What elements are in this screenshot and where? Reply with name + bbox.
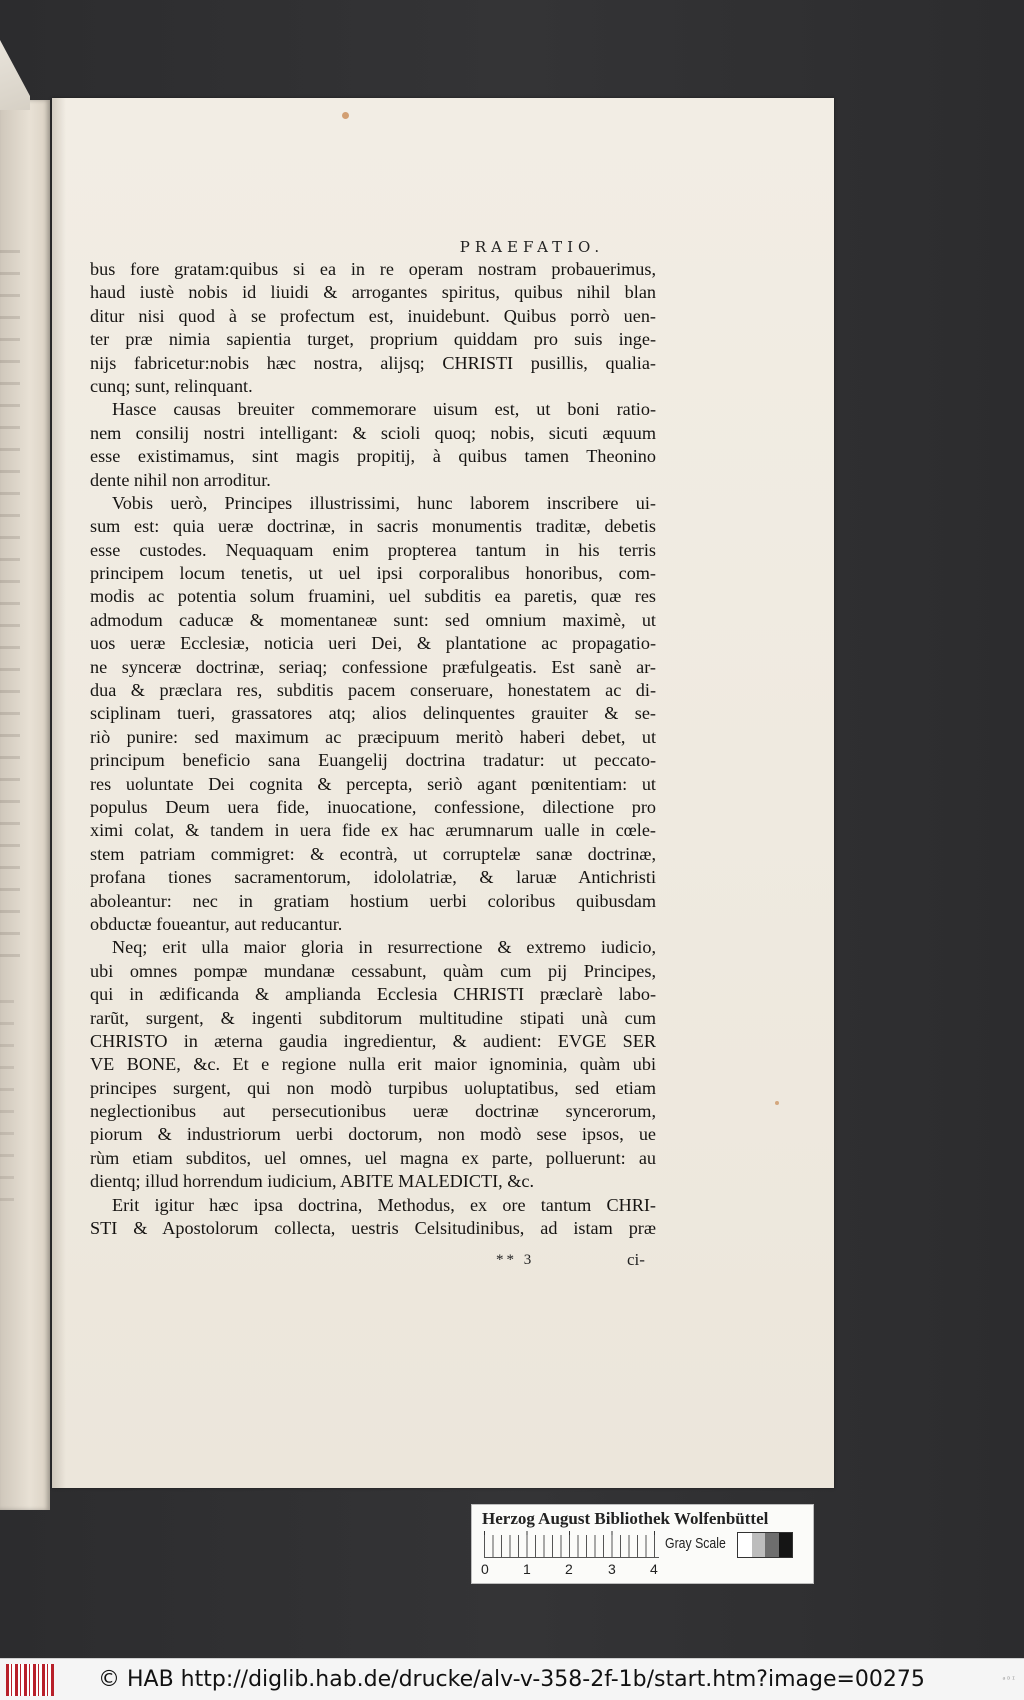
gray-scale-label: Gray Scale <box>665 1535 726 1552</box>
ruler-number: 0 <box>481 1561 489 1577</box>
text-line: dua & præclara res, subditis pacem conseruare, honestatem ac di- <box>90 680 656 701</box>
text-line: admodum caducæ & momentaneæ sunt: sed omnium maximè, ut <box>90 609 656 630</box>
text-line: aboleantur: nec in gratiam hostium uerbi coloribus quibusdam <box>90 890 656 911</box>
text-line: STI & Apostolorum collecta, uestris Celsitudinibus, ad istam præ <box>90 1218 656 1239</box>
text-line: VE BONE, &c. Et e regione nulla erit maior ignominia, quàm ubi <box>90 1054 656 1075</box>
text-line: ne synceræ doctrinæ, seriaq; confessione præfulgeatis. Est sanè ar- <box>90 656 656 677</box>
text-line: populus Deum uera fide, inuocatione, confessione, dilectione pro <box>90 796 656 817</box>
footer-bar <box>0 1658 1024 1700</box>
text-line: ubi omnes pompæ mundanæ cessabunt, quàm cum pij Principes, <box>90 960 656 981</box>
text-line: profana tiones sacramentorum, idololatriæ, & laruæ Antichristi <box>90 867 656 888</box>
text-line: principes surgent, qui non modò turpibus uoluptatibus, sed etiam <box>90 1077 656 1098</box>
signature-mark: ** 3 <box>496 1252 535 1268</box>
text-line: Neq; erit ulla maior gloria in resurrectione & extremo iudicio, <box>112 937 656 958</box>
bleed-through-text <box>0 250 20 970</box>
copyright-url[interactable]: © HAB http://diglib.hab.de/drucke/alv-v-358-2f-1b/start.htm?image=00275 <box>98 1667 925 1692</box>
text-line: principum beneficio sana Euangelij doctrina tradatur: ut peccato- <box>90 750 656 771</box>
text-line: haud iustè nobis id liuidi & arrogantes spiritus, quibus nihil blan <box>90 282 656 303</box>
text-line: rùm etiam subditos, uel omnes, uel magna ex parte, polluerunt: au <box>90 1147 656 1168</box>
text-line: piorum & industriorum uerbi doctorum, non modò sese ipsos, ue <box>90 1124 656 1145</box>
text-line: nem consilij nostri intelligant: & scioli quoq; nobis, sicuti æquum <box>90 422 656 443</box>
text-line: nijs fabricetur:nobis hæc nostra, alijsq; CHRISTI pusillis, qualia- <box>90 352 656 373</box>
text-line: modis ac potentia solum fruamini, uel subditis ea paretis, quæ res <box>90 586 656 607</box>
ruler <box>484 1535 659 1558</box>
body-text <box>90 258 656 1240</box>
page-gutter-shadow <box>52 98 66 1488</box>
text-line: ximi colat, & tandem in uera fide ex hac ærumnarum ualle in cœle- <box>90 820 656 841</box>
text-line: obductæ foueantur, aut reducantur. <box>90 913 343 934</box>
text-line: sciplinam tueri, grassatores atq; alios delinquentes grauiter & se- <box>90 703 656 724</box>
ruler-number: 2 <box>565 1561 573 1577</box>
text-line: dientq; illud horrendum iudicium, ABITE MALEDICTI, &c. <box>90 1171 535 1192</box>
text-line: cunq; sunt, relinquant. <box>90 375 253 396</box>
text-line: principem locum tenetis, ut uel ipsi corporalibus honoribus, com- <box>90 563 656 584</box>
text-line: bus fore gratam:quibus si ea in re operam nostram probauerimus, <box>90 259 656 279</box>
text-line: sum est: quia ueræ doctrinæ, in sacris monumentis traditæ, debetis <box>90 516 656 537</box>
footer-marks: ᵃᴰᴵ <box>1001 1675 1016 1684</box>
text-line: Hasce causas breuiter commemorare uisum est, ut boni ratio- <box>112 399 656 420</box>
library-name: Herzog August Bibliothek Wolfenbüttel <box>482 1509 769 1528</box>
text-line: ditur nisi quod à se profectum est, inuidebunt. Quibus porrò uen- <box>90 305 656 326</box>
ruler-number: 1 <box>523 1561 531 1577</box>
text-line: rarũt, surgent, & ingenti subditorum multitudine stipati unà cum <box>90 1007 656 1028</box>
text-line: stem patriam commigret: & econtrà, ut corruptelæ sanæ doctrinæ, <box>90 843 656 864</box>
ruler-number: 3 <box>608 1561 616 1577</box>
bleed-through-text <box>0 1000 14 1220</box>
text-line: qui in ædificanda & amplianda Ecclesia CHRISTI præclarè labo- <box>90 984 656 1005</box>
hab-logo-icon[interactable] <box>6 1664 54 1696</box>
stain-spot <box>342 112 349 119</box>
catchword: ci- <box>627 1250 645 1269</box>
text-line: esse existimamus, sint magis propitij, à quibus tamen Theonino <box>90 446 656 467</box>
stain-spot <box>775 1101 779 1105</box>
text-line: Vobis uerò, Principes illustrissimi, hunc laborem inscribere ui- <box>112 492 656 513</box>
running-head: PRAEFATIO. <box>459 238 605 256</box>
text-line: res uoluntate Dei cognita & percepta, seriò agant pœnitentiam: ut <box>90 773 656 794</box>
gray-scale-swatch <box>737 1532 793 1558</box>
text-line: esse custodes. Nequaquam enim propterea tantum in his terris <box>90 539 656 560</box>
text-line: dente nihil non arroditur. <box>90 469 271 490</box>
text-line: riò punire: sed maximum ac præcipuum meritò haberi debet, ut <box>90 726 656 747</box>
text-line: ter præ nimia sapientia turget, proprium quiddam pro suis inge- <box>90 329 656 350</box>
ruler-number: 4 <box>650 1561 658 1577</box>
text-line: CHRISTO in æterna gaudia ingredientur, & audient: EVGE SER <box>90 1030 656 1051</box>
color-scale-card <box>471 1504 814 1584</box>
text-line: neglectionibus aut persecutionibus ueræ doctrinæ syncerorum, <box>90 1101 656 1122</box>
text-line: uos ueræ Ecclesiæ, noticia ueri Dei, & plantatione ac propagatio- <box>90 633 656 654</box>
page-corner <box>0 40 30 110</box>
text-line: Erit igitur hæc ipsa doctrina, Methodus, ex ore tantum CHRI- <box>112 1194 656 1215</box>
